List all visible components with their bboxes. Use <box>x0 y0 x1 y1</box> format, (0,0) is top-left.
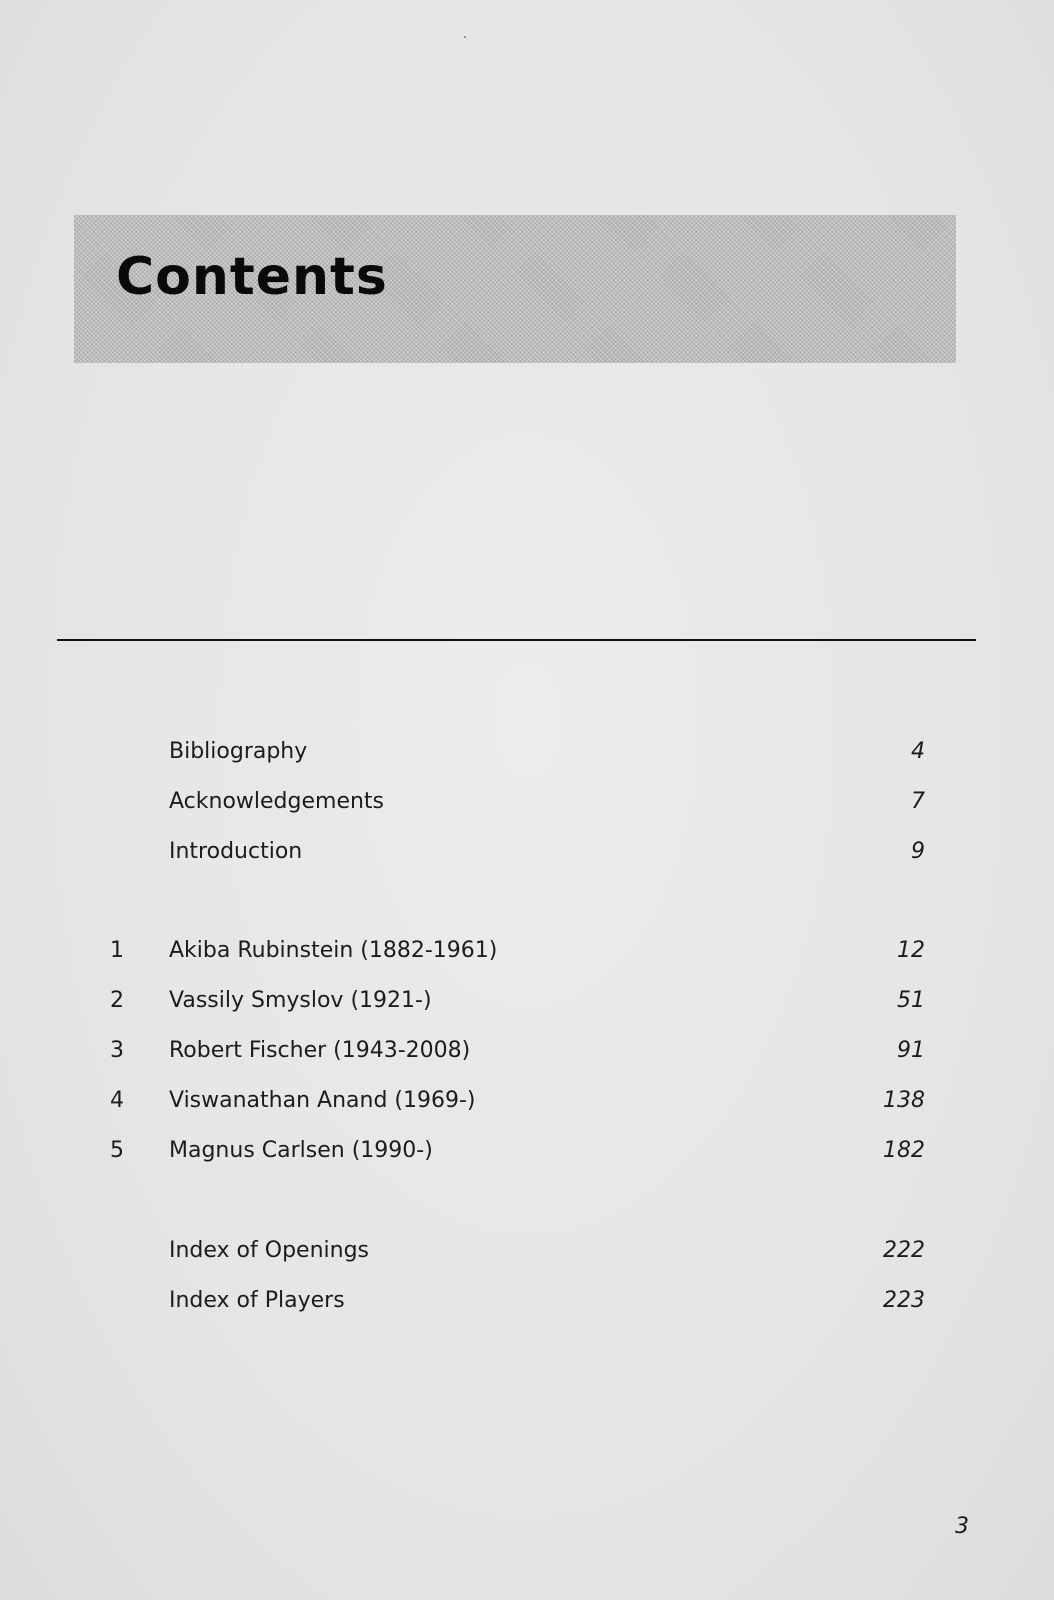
toc-label: Robert Fischer (1943-2008) <box>169 1038 471 1063</box>
toc-page-number: 4 <box>911 739 925 764</box>
toc-page-number: 91 <box>897 1038 925 1063</box>
toc-label: Viswanathan Anand (1969-) <box>169 1088 476 1113</box>
toc-label: Akiba Rubinstein (1882-1961) <box>169 938 498 963</box>
toc-page-number: 7 <box>911 789 925 814</box>
toc-entry-acknowledgements[interactable] <box>110 785 925 819</box>
toc-page-number: 223 <box>883 1288 925 1313</box>
toc-label: Introduction <box>169 839 303 864</box>
chapter-number: 4 <box>110 1088 124 1113</box>
toc-page-number: 12 <box>897 938 925 963</box>
chapter-number: 3 <box>110 1038 124 1063</box>
toc-page-number: 182 <box>883 1138 925 1163</box>
page-folio: 3 <box>955 1514 969 1539</box>
horizontal-rule <box>57 639 976 641</box>
toc-page-number: 222 <box>883 1238 925 1263</box>
toc-page-number: 138 <box>883 1088 925 1113</box>
toc-label: Bibliography <box>169 739 308 764</box>
toc-page-number: 51 <box>897 988 925 1013</box>
toc-entry-chapter-4[interactable] <box>110 1084 925 1118</box>
chapter-number: 2 <box>110 988 124 1013</box>
title-band <box>74 215 956 363</box>
scan-speck <box>464 36 466 38</box>
toc-entry-chapter-2[interactable] <box>110 984 925 1018</box>
toc-entry-index-of-openings[interactable] <box>110 1234 925 1268</box>
toc-label: Vassily Smyslov (1921-) <box>169 988 432 1013</box>
toc-entry-introduction[interactable] <box>110 835 925 869</box>
toc-entry-index-of-players[interactable] <box>110 1284 925 1318</box>
toc-entry-bibliography[interactable] <box>110 735 925 769</box>
toc-label: Index of Players <box>169 1288 345 1313</box>
toc-page-number: 9 <box>911 839 925 864</box>
chapter-number: 5 <box>110 1138 124 1163</box>
toc-entry-chapter-5[interactable] <box>110 1134 925 1168</box>
toc-label: Acknowledgements <box>169 789 385 814</box>
toc-entry-chapter-1[interactable] <box>110 934 925 968</box>
page-title: Contents <box>116 247 388 307</box>
toc-label: Magnus Carlsen (1990-) <box>169 1138 433 1163</box>
chapter-number: 1 <box>110 938 124 963</box>
toc-label: Index of Openings <box>169 1238 369 1263</box>
toc-entry-chapter-3[interactable] <box>110 1034 925 1068</box>
